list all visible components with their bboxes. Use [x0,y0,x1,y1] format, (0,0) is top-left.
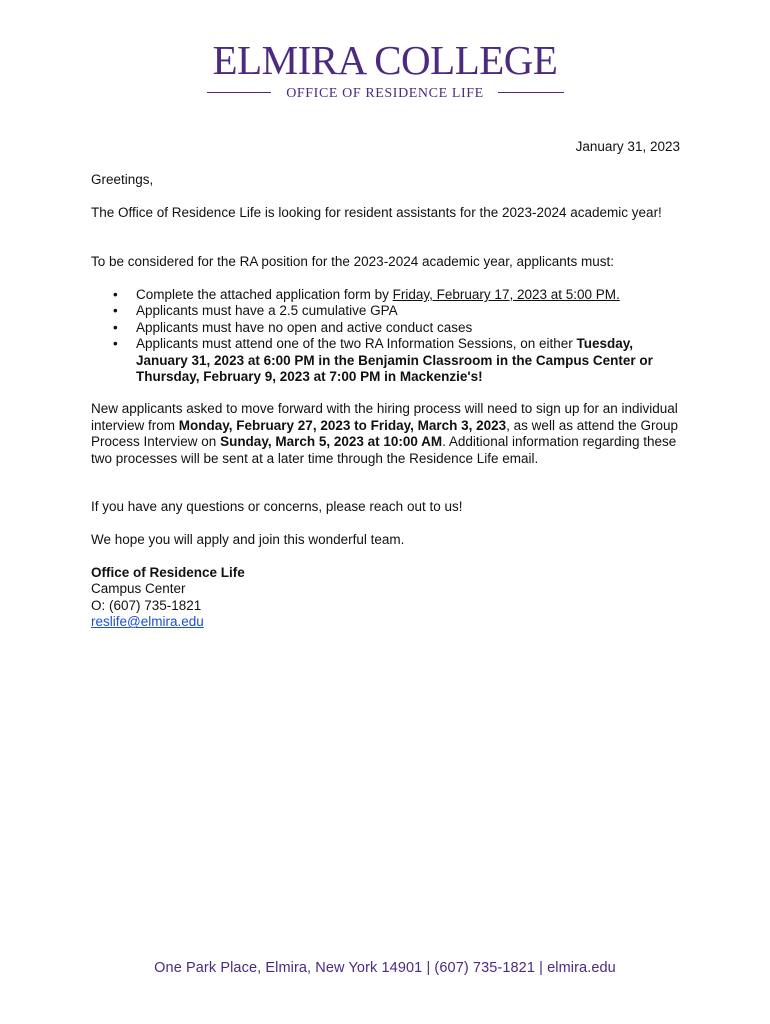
signature-office: Office of Residence Life [91,565,245,580]
interview-dates: Monday, February 27, 2023 to Friday, March 3, 2023 [178,417,507,433]
group-interview-date: Sunday, March 5, 2023 at 10:00 AM [220,434,443,449]
requirement-text: Applicants must attend one of the two RA Information Sessions, on either [136,336,577,352]
logo-rule-right [498,92,564,93]
list-item [91,287,681,303]
college-logo-title: ELMIRA COLLEGE [212,37,558,83]
list-item [91,303,681,319]
info-session-details: Tuesday, January 31, 2023 at 6:00 PM in the Benjamin Classroom in the Campus Center or Thursday, February 9, 2023 at 7:00 PM in Mackenzie's! [136,336,653,385]
questions-paragraph: If you have any questions or concerns, please reach out to us! [91,499,463,514]
paragraph-text: , as well as attend the Group Process Interview on [91,417,679,449]
bullet-icon: • [113,336,118,352]
paragraph-text: New applicants asked to move forward with the hiring process will need to sign up for an individual interview from [91,401,678,433]
signature-block [91,565,245,631]
email-link[interactable]: reslife@elmira.edu [91,614,204,630]
bullet-icon: • [113,303,118,319]
new-applicants-paragraph [91,401,681,467]
requirement-text: Applicants must have no open and active conduct cases [136,319,473,335]
footer-address: One Park Place, Elmira, New York 14901 | (607) 735-1821 | elmira.edu [154,960,616,976]
intro-paragraph: The Office of Residence Life is looking for resident assistants for the 2023-2024 academic year! [91,205,662,220]
consider-paragraph: To be considered for the RA position for the 2023-2024 academic year, applicants must: [91,254,615,269]
greeting: Greetings, [91,172,154,187]
bullet-icon: • [113,287,118,302]
application-deadline: Friday, February 17, 2023 at 5:00 PM. [392,287,620,302]
requirements-list [91,287,681,385]
office-subtitle: OFFICE OF RESIDENCE LIFE [286,86,484,101]
requirement-text: Complete the attached application form by [136,287,393,302]
signature-location: Campus Center [91,581,186,597]
requirement-text: Applicants must have a 2.5 cumulative GPA [136,303,398,319]
list-item [91,320,681,336]
letter-date: January 31, 2023 [575,139,680,154]
closing-paragraph: We hope you will apply and join this wonderful team. [91,532,405,547]
bullet-icon: • [113,319,118,335]
paragraph-text: . Additional information regarding these two processes will be sent at a later time through the Residence Life email. [91,434,677,466]
signature-phone: O: (607) 735-1821 [91,597,202,613]
list-item [91,336,681,385]
